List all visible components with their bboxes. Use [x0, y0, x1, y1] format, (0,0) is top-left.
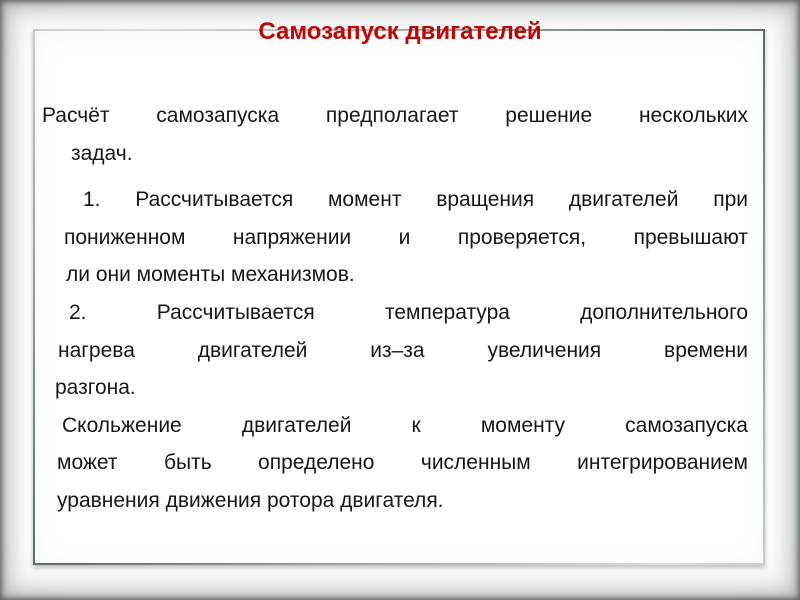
text-line: 1. Рассчитывается момент вращения двигателей при: [83, 188, 748, 212]
text-line: пониженном напряжении и проверяется, превышают: [64, 225, 748, 249]
text-line: Расчёт самозапуска предполагает решение нескольких: [42, 104, 748, 127]
text-line: ли они моменты механизмов.: [66, 263, 355, 287]
text-line: уравнения движения ротора двигателя.: [57, 488, 444, 512]
paragraph: [42, 407, 748, 520]
text-line: 2. Рассчитывается температура дополнительного: [69, 300, 748, 324]
text-line: разгона.: [55, 376, 136, 400]
text-line: Скольжение двигателей к моменту самозапуска: [62, 413, 748, 437]
paragraph: [42, 97, 748, 172]
slide-title: Самозапуск двигателей: [258, 18, 542, 45]
text-line: может быть определено численным интегрированием: [57, 451, 748, 475]
text-line: нагрева двигателей из–за увеличения времени: [58, 338, 748, 362]
paragraph: [42, 181, 748, 294]
paragraph: [42, 294, 748, 407]
body-text: [42, 97, 748, 520]
text-line: задач.: [71, 141, 133, 165]
